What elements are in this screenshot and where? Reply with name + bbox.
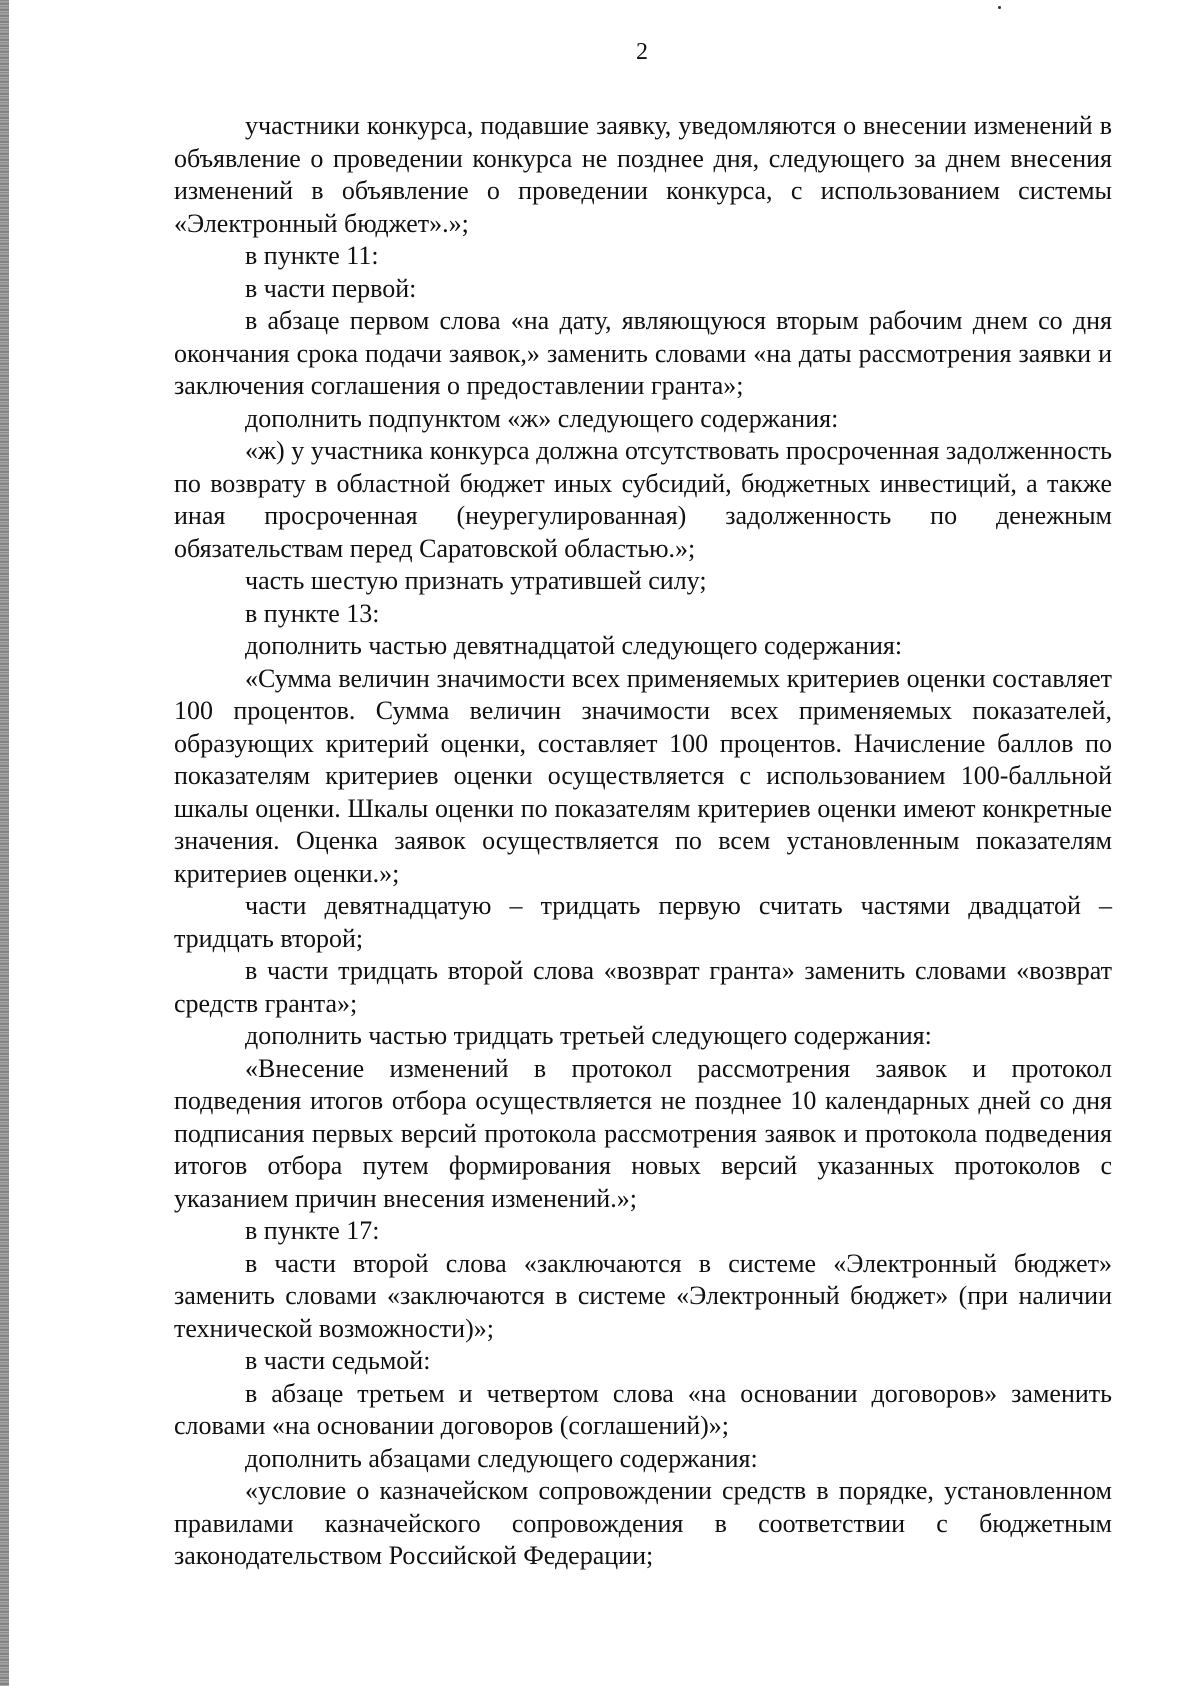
paragraph: в части тридцать второй слова «возврат гранта» заменить словами «возврат средств гранта»;	[174, 956, 1112, 1018]
paragraph: в части первой:	[245, 273, 417, 303]
paragraph: в пункте 13:	[245, 598, 380, 628]
paragraph: «Внесение изменений в протокол рассмотрения заявок и протокол подведения итогов отбора осуществляется не позднее 10 календарных дней со дня подписания первых версий протокола рассмотрения заявок и протокола подведения итогов отбора путем формирования новых версий указанных протоколов с указанием причин внесения изменений.»;	[174, 1053, 1112, 1213]
paragraph: «Сумма величин значимости всех применяемых критериев оценки составляет 100 процентов. Сумма величин значимости всех применяемых показателей, образующих критерий оценки, составляет 100 процентов. Начисление баллов по показателям критериев оценки осуществляется с использованием 100-балльной шкалы оценки. Шкалы оценки по показателям критериев оценки имеют конкретные значения. Оценка заявок осуществляется по всем установленным показателям критериев оценки.»;	[174, 663, 1112, 888]
paragraph: в абзаце первом слова «на дату, являющуюся вторым рабочим днем со дня окончания срока подачи заявок,» заменить словами «на даты рассмотрения заявки и заключения соглашения о предоставлении гранта»;	[174, 306, 1112, 400]
page-number: 2	[636, 39, 648, 65]
paragraph: в части второй слова «заключаются в системе «Электронный бюджет» заменить словами «заключаются в системе «Электронный бюджет» (при наличии технической возможности)»;	[174, 1248, 1112, 1343]
document-body	[174, 110, 1112, 1573]
paragraph: в части седьмой:	[245, 1346, 431, 1375]
paragraph: часть шестую признать утратившей силу;	[245, 566, 707, 595]
paragraph: в абзаце третьем и четвертом слова «на основании договоров» заменить словами «на основании договоров (соглашений)»;	[174, 1378, 1112, 1440]
paragraph: в пункте 11:	[245, 241, 379, 270]
paragraph: дополнить подпунктом «ж» следующего содержания:	[245, 403, 839, 433]
paragraph: дополнить частью тридцать третьей следующего содержания:	[245, 1021, 932, 1050]
paragraph: части девятнадцатую – тридцать первую считать частями двадцатой – тридцать второй;	[174, 891, 1112, 953]
paragraph: участники конкурса, подавшие заявку, уведомляются о внесении изменений в объявление о проведении конкурса не позднее дня, следующего за днем внесения изменений в объявление о проведении конкурса, с использованием системы «Электронный бюджет».»;	[174, 111, 1112, 238]
scan-edge	[0, 0, 9, 1686]
paragraph: дополнить абзацами следующего содержания:	[245, 1443, 758, 1473]
paragraph: «условие о казначейском сопровождении средств в порядке, установленном правилами казначейского сопровождения в соответствии с бюджетным законодательством Российской Федерации;	[174, 1476, 1112, 1570]
scan-speck	[998, 6, 1001, 9]
paragraph: в пункте 17:	[245, 1216, 380, 1245]
paragraph: дополнить частью девятнадцатой следующего содержания:	[245, 631, 903, 660]
paragraph: «ж) у участника конкурса должна отсутствовать просроченная задолженность по возврату в областной бюджет иных субсидий, бюджетных инвестиций, а также иная просроченная (неурегулированная) задолженность по денежным обязательствам перед Саратовской областью.»;	[174, 436, 1112, 563]
